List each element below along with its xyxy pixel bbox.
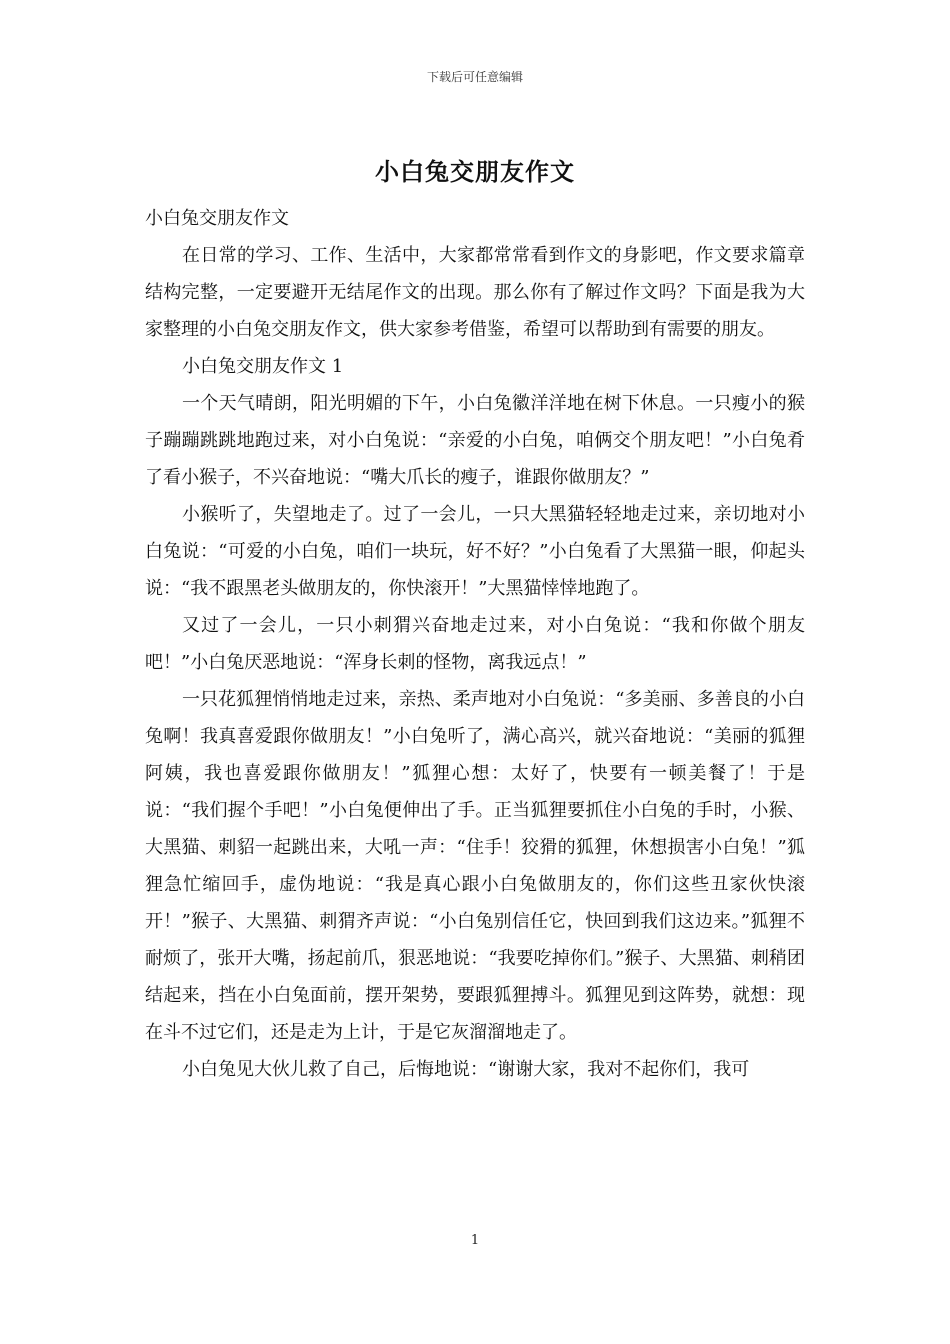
paragraph-intro: 在日常的学习、工作、生活中，大家都常常看到作文的身影吧，作文要求篇章结构完整，一定要避开无结尾作文的出现。那么你有了解过作文吗？下面是我为大家整理的小白兔交朋友作文，供大家参考借鉴，希望可以帮助到有需要的朋友。 [145,245,805,340]
document-subtitle: 小白兔交朋友作文 [145,208,289,229]
page-number: 1 [470,1233,480,1248]
paragraph-ending: 小白兔见大伙儿救了自己，后悔地说：“谢谢大家，我对不起你们，我可 [182,1059,750,1080]
document-title: 小白兔交朋友作文 [375,157,575,186]
paragraph-monkey: 一个天气晴朗，阳光明媚的下午，小白兔徽洋洋地在树下休息。一只瘦小的猴子蹦蹦跳跳地跑过来，对小白兔说：“亲爱的小白兔，咱俩交个朋友吧！”小白兔肴了看小猴子，不兴奋地说：“嘴大爪长的瘦子，谁跟你做朋友？” [145,393,805,488]
paragraph-fox: 一只花狐狸悄悄地走过来，亲热、柔声地对小白兔说：“多美丽、多善良的小白兔啊！我真喜爱跟你做朋友！”小白兔听了，满心高兴，就兴奋地说：“美丽的狐狸阿姨，我也喜爱跟你做朋友！”狐狸心想：太好了，快要有一顿美餐了！于是说：“我们握个手吧！”小白兔便伸出了手。正当狐狸要抓住小白兔的手时，小猴、大黑猫、刺貂一起跳出来，大吼一声：“住手！狡猾的狐狸，休想损害小白兔！”狐狸急忙缩回手，虚伪地说：“我是真心跟小白兔做朋友的，你们这些丑家伙快滚开！”猴子、大黑猫、刺猬齐声说：“小白兔别信任它，快回到我们这边来。”狐狸不耐烦了，张开大嘴，扬起前爪，狠恶地说：“我要吃掉你们。”猴子、大黑猫、刺稍团结起来，挡在小白兔面前，摆开架势，要跟狐狸搏斗。狐狸见到这阵势，就想：现在斗不过它们，还是走为上计，于是它灰溜溜地走了。 [145,689,805,1043]
paragraph-black-cat: 小猴听了，失望地走了。过了一会儿，一只大黑猫轻轻地走过来，亲切地对小白兔说：“可爱的小白兔，咱们一块玩，好不好？”小白兔看了大黑猫一眼，仰起头说：“我不跟黑老头做朋友的，你快滚开！”大黑猫悻悻地跑了。 [145,504,805,599]
page-header: 下载后可任意编辑 [426,70,523,84]
document-body [145,200,805,1088]
section-heading: 小白兔交朋友作文 1 [182,356,344,377]
paragraph-hedgehog: 又过了一会儿，一只小刺猬兴奋地走过来，对小白兔说：“我和你做个朋友吧！”小白兔厌恶地说：“浑身长刺的怪物，离我远点！” [145,615,805,673]
